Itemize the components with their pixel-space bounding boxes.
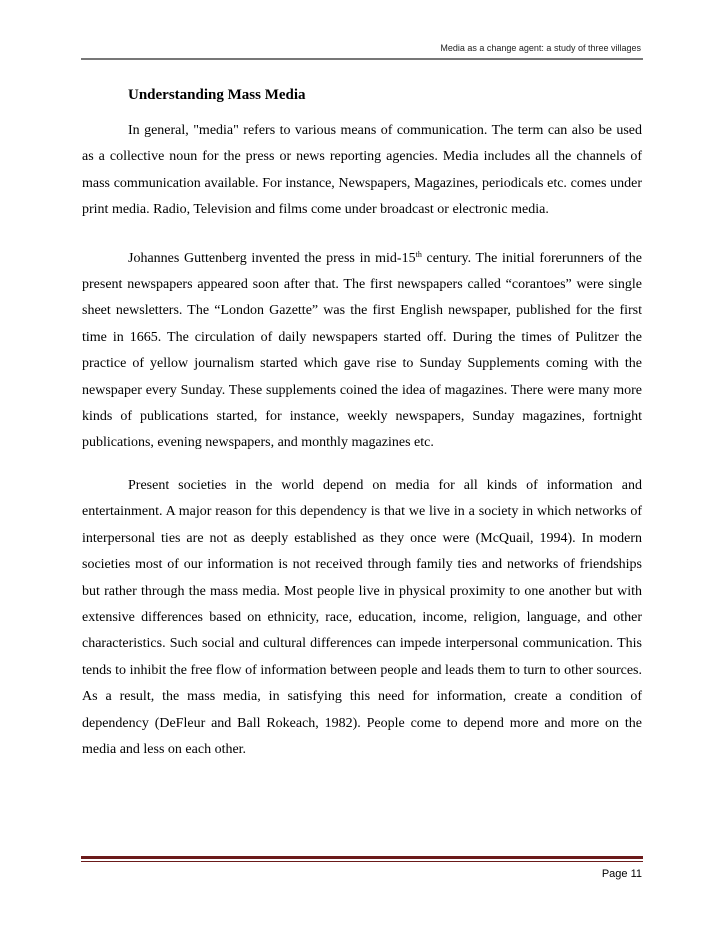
page-number: Page 11 — [601, 868, 642, 880]
paragraph-2 — [82, 246, 642, 457]
paragraph-2-part-1: Johannes Guttenberg invented the press in mid-15 — [128, 250, 416, 266]
page-body — [82, 87, 642, 763]
paragraph-2-part-2: century. The initial forerunners of the present newspapers appeared soon after that. The first newspapers called “corantoes” were single sheet newsletters. The “London Gazette” was the first English newspaper, published for the first time in 1665. The circulation of daily newspapers started off. During the times of Pulitzer the practice of yellow journalism started which gave rise to Sunday Supplements coming with the newspaper every Sunday. These supplements coined the idea of magazines. There were many more kinds of publications started, for instance, weekly newspapers, Sunday magazines, fortnight publications, evening newspapers, and monthly magazines etc. — [82, 250, 642, 451]
running-header: Media as a change agent: a study of three villages — [440, 43, 641, 53]
footer-rule-thin — [81, 861, 643, 862]
superscript-th: th — [415, 249, 422, 259]
header-rule — [81, 58, 643, 60]
section-heading: Understanding Mass Media — [128, 87, 306, 103]
footer-rule-thick — [81, 856, 643, 859]
paragraph-1: In general, "media" refers to various means of communication. The term can also be used as a collective noun for the press or news reporting agencies. Media includes all the channels of mass communication available. For instance, Newspapers, Magazines, periodicals etc. comes under print media. Radio, Television and films come under broadcast or electronic media. — [82, 123, 642, 218]
paragraph-3: Present societies in the world depend on media for all kinds of information and entertainment. A major reason for this dependency is that we live in a society in which networks of interpersonal ties are not as deeply established as they once were (McQuail, 1994). In modern societies most of our information is not received through family ties and networks of friendships but rather through the mass media. Most people live in physical proximity to one another but with extensive differences based on ethnicity, race, education, income, religion, language, and other characteristics. Such social and cultural differences can impede interpersonal communication. This tends to inhibit the free flow of information between people and leads them to turn to other sources. As a result, the mass media, in satisfying this need for information, create a condition of dependency (DeFleur and Ball Rokeach, 1982). People come to depend more and more on the media and less on each other. — [82, 477, 642, 757]
